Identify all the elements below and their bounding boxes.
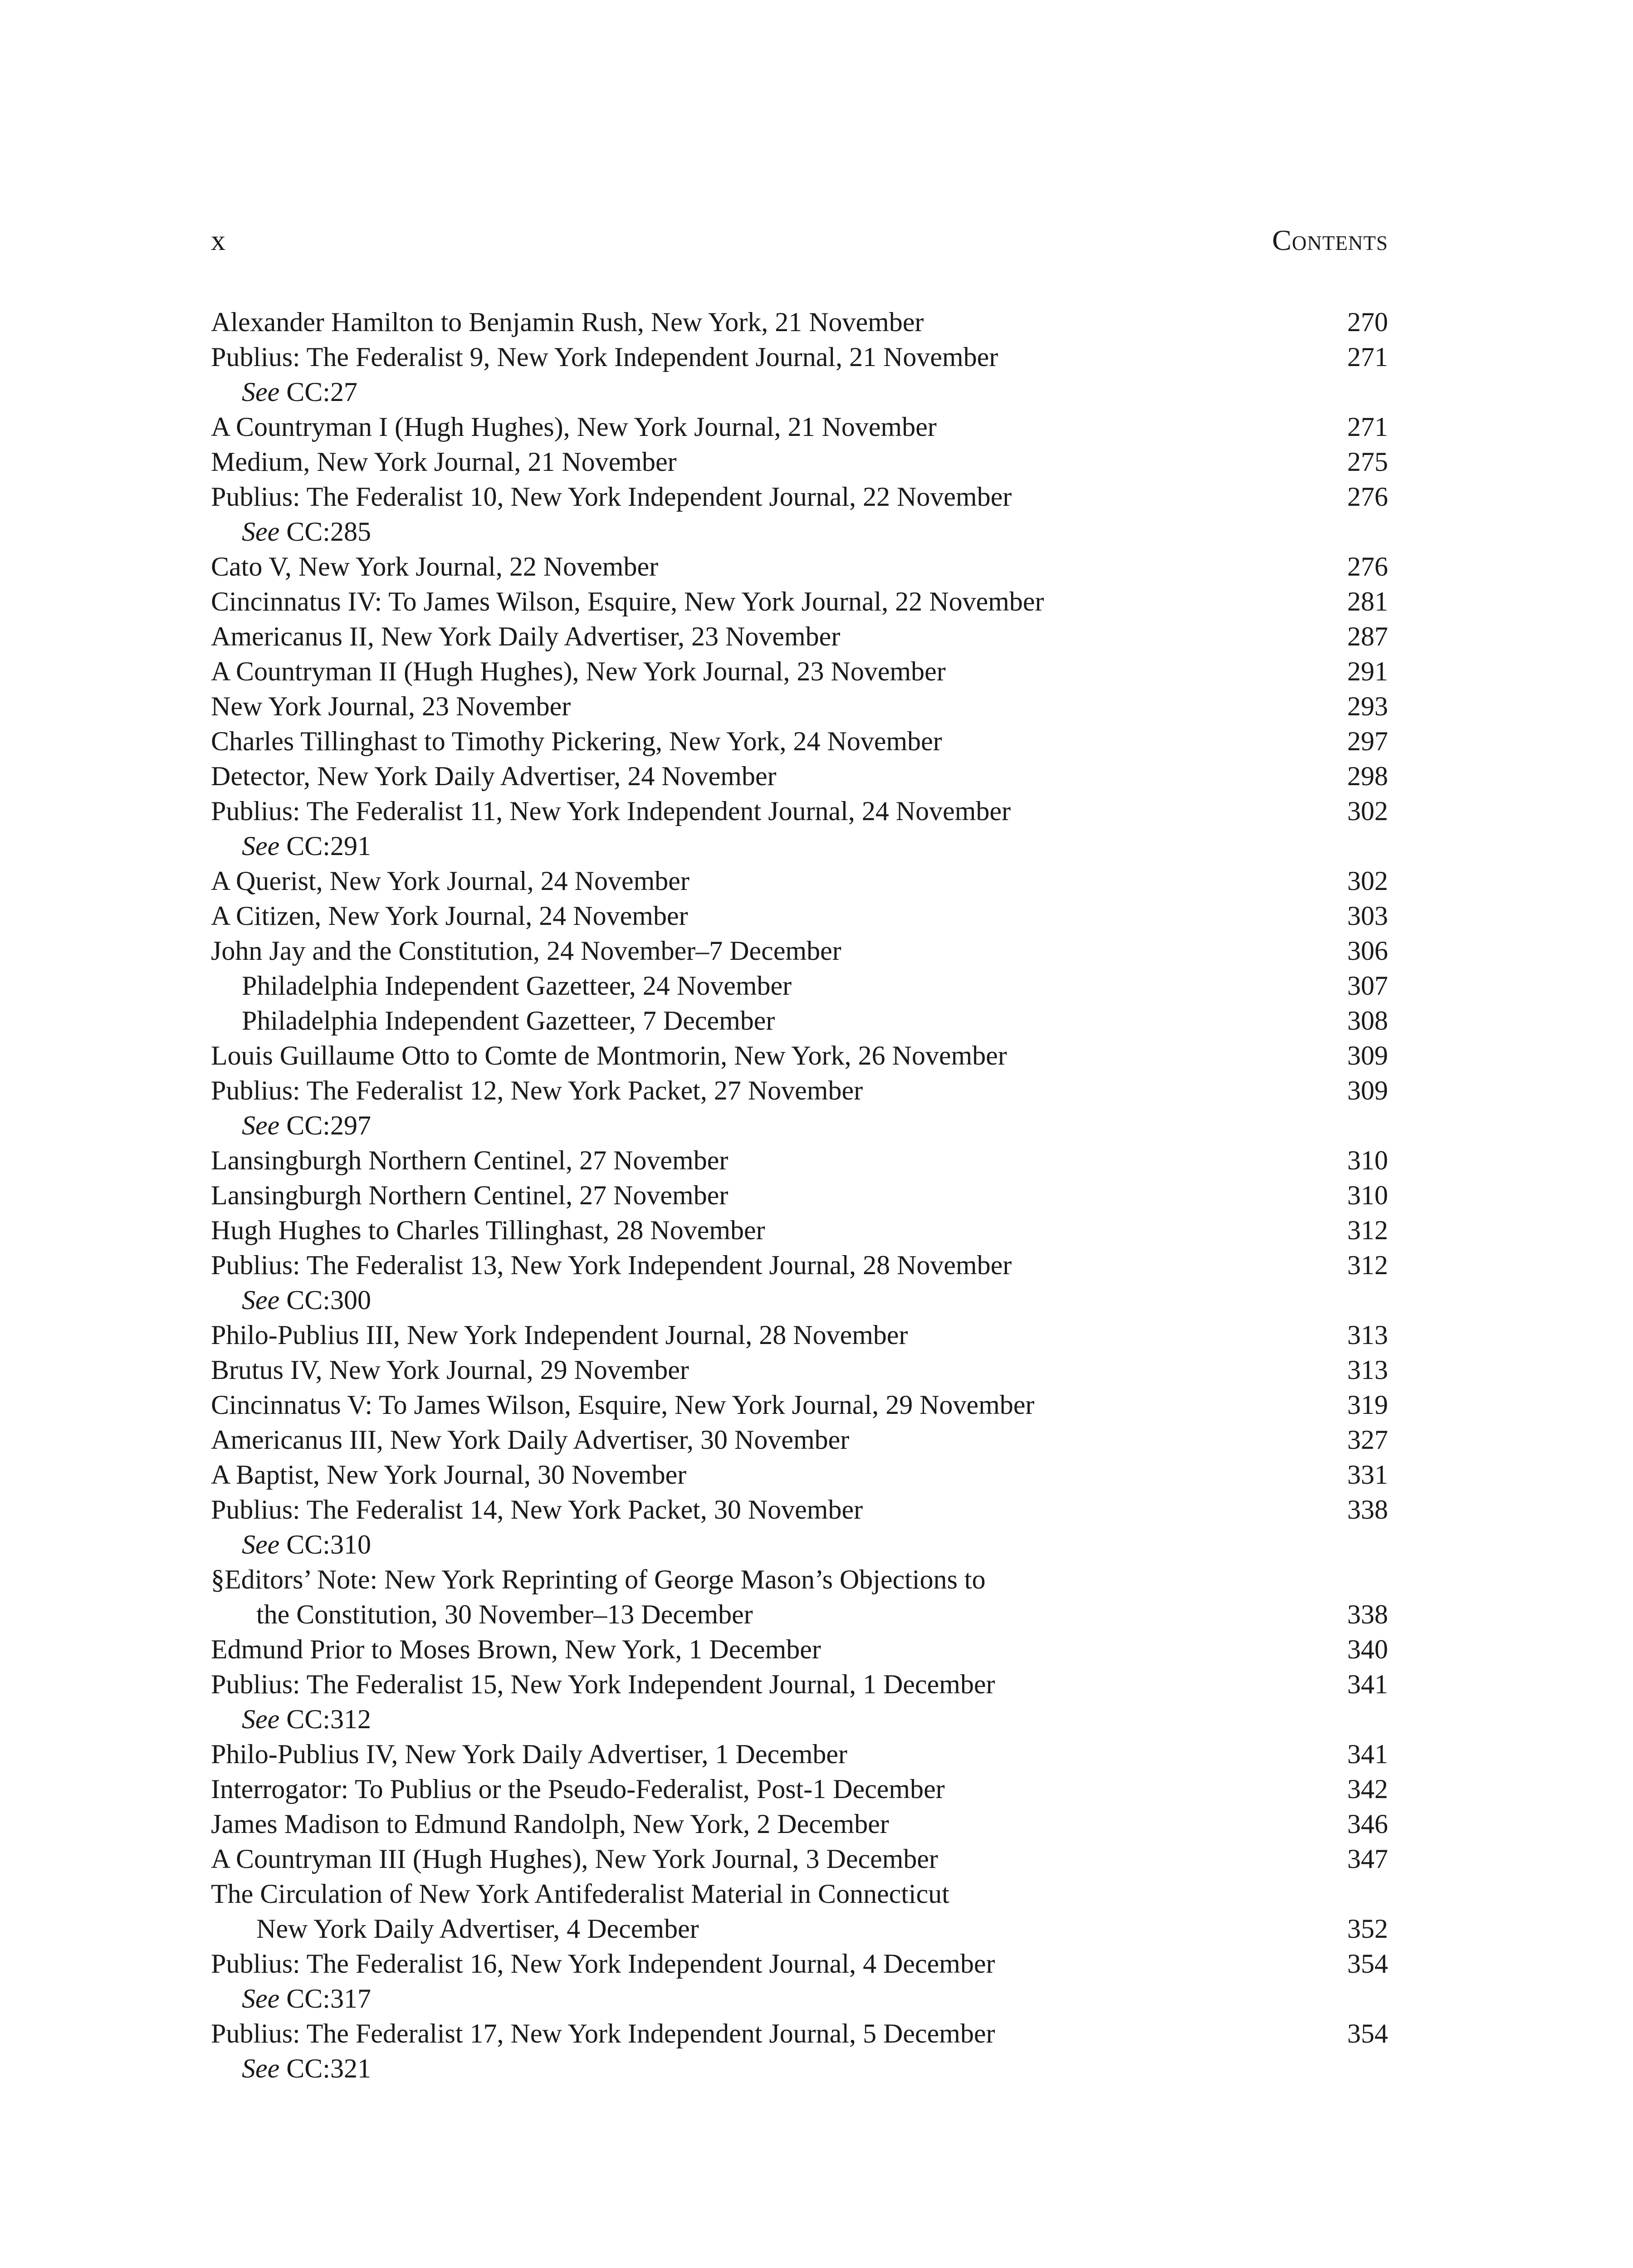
toc-entry bbox=[211, 1597, 1388, 1632]
toc-entry-page: 338 bbox=[1347, 1599, 1388, 1629]
toc-see-reference bbox=[211, 375, 1388, 410]
toc-entry-title: New York Journal, 23 November bbox=[211, 691, 571, 721]
see-label: See bbox=[242, 831, 280, 861]
toc-entry bbox=[211, 619, 1388, 654]
toc-entry-title: A Countryman I (Hugh Hughes), New York Journal, 21 November bbox=[211, 412, 937, 442]
toc-entry-title: Americanus III, New York Daily Advertiser, 30 November bbox=[211, 1425, 850, 1455]
toc-entry-title: Philo-Publius IV, New York Daily Advertiser, 1 December bbox=[211, 1739, 848, 1769]
see-label: See bbox=[242, 1285, 280, 1315]
toc-entry-page: 275 bbox=[1347, 447, 1388, 477]
toc-entry bbox=[211, 1946, 1388, 1981]
toc-entry bbox=[211, 1213, 1388, 1248]
toc-entry-title: Philadelphia Independent Gazetteer, 7 December bbox=[242, 1006, 775, 1036]
toc-entry-title: Philadelphia Independent Gazetteer, 24 November bbox=[242, 971, 792, 1001]
see-reference-text bbox=[242, 1702, 371, 1737]
toc-entry-title: Alexander Hamilton to Benjamin Rush, New York, 21 November bbox=[211, 307, 924, 337]
toc-entry-page: 293 bbox=[1347, 691, 1388, 721]
toc-entry-title: New York Daily Advertiser, 4 December bbox=[256, 1914, 699, 1944]
toc-entry bbox=[211, 1667, 1388, 1702]
toc-entry-title: John Jay and the Constitution, 24 November–7 December bbox=[211, 936, 841, 966]
toc-entry bbox=[211, 410, 1388, 445]
toc-entry-page: 297 bbox=[1347, 726, 1388, 756]
toc-entry bbox=[211, 584, 1388, 619]
see-reference-text bbox=[242, 375, 357, 410]
toc-entry-page: 309 bbox=[1347, 1075, 1388, 1105]
toc-entry-title: Hugh Hughes to Charles Tillinghast, 28 November bbox=[211, 1215, 765, 1245]
see-reference-text bbox=[242, 1527, 371, 1562]
toc-entry-page: 302 bbox=[1347, 796, 1388, 826]
toc-see-reference bbox=[211, 1702, 1388, 1737]
toc-entry-page: 306 bbox=[1347, 936, 1388, 966]
toc-entry-title: Publius: The Federalist 13, New York Independent Journal, 28 November bbox=[211, 1250, 1012, 1280]
see-label: See bbox=[242, 2053, 280, 2083]
toc-entry bbox=[211, 1003, 1388, 1038]
page-header bbox=[211, 218, 1388, 263]
toc-entry bbox=[211, 1772, 1388, 1807]
toc-entry-title: A Querist, New York Journal, 24 November bbox=[211, 866, 689, 896]
toc-entry-page: 309 bbox=[1347, 1041, 1388, 1070]
table-of-contents bbox=[211, 305, 1388, 2086]
see-reference-text bbox=[242, 829, 371, 864]
toc-entry-page: 310 bbox=[1347, 1145, 1388, 1175]
toc-entry-page: 271 bbox=[1347, 412, 1388, 442]
see-ref: CC:300 bbox=[286, 1285, 371, 1315]
toc-entry-title: Publius: The Federalist 14, New York Packet, 30 November bbox=[211, 1495, 863, 1525]
toc-entry-page: 347 bbox=[1347, 1844, 1388, 1874]
toc-entry-page: 340 bbox=[1347, 1634, 1388, 1664]
toc-entry-page: 276 bbox=[1347, 552, 1388, 582]
toc-entry bbox=[211, 759, 1388, 794]
see-reference-text bbox=[242, 2051, 371, 2086]
toc-entry-title: A Baptist, New York Journal, 30 November bbox=[211, 1460, 687, 1490]
toc-entry-title: Publius: The Federalist 16, New York Independent Journal, 4 December bbox=[211, 1949, 995, 1979]
toc-entry-page: 287 bbox=[1347, 621, 1388, 651]
toc-entry bbox=[211, 1143, 1388, 1178]
toc-entry-page: 313 bbox=[1347, 1320, 1388, 1350]
toc-entry-title: Publius: The Federalist 11, New York Independent Journal, 24 November bbox=[211, 796, 1011, 826]
toc-entry-page: 302 bbox=[1347, 866, 1388, 896]
toc-entry-page: 276 bbox=[1347, 482, 1388, 512]
toc-see-reference bbox=[211, 514, 1388, 549]
toc-see-reference bbox=[211, 1981, 1388, 2016]
see-label: See bbox=[242, 377, 280, 407]
toc-entry-title: Cincinnatus IV: To James Wilson, Esquire, New York Journal, 22 November bbox=[211, 587, 1044, 616]
toc-entry bbox=[211, 1877, 1388, 1911]
toc-entry bbox=[211, 479, 1388, 514]
toc-entry-title: Charles Tillinghast to Timothy Pickering, New York, 24 November bbox=[211, 726, 942, 756]
toc-entry bbox=[211, 1248, 1388, 1283]
toc-entry bbox=[211, 2016, 1388, 2051]
toc-entry-title: Edmund Prior to Moses Brown, New York, 1 December bbox=[211, 1634, 821, 1664]
toc-entry bbox=[211, 654, 1388, 689]
toc-entry-page: 342 bbox=[1347, 1774, 1388, 1804]
toc-entry bbox=[211, 1562, 1388, 1597]
see-label: See bbox=[242, 1984, 280, 2014]
toc-entry-page: 327 bbox=[1347, 1425, 1388, 1455]
toc-see-reference bbox=[211, 1283, 1388, 1318]
toc-entry bbox=[211, 794, 1388, 829]
toc-entry-title: Detector, New York Daily Advertiser, 24 November bbox=[211, 761, 777, 791]
toc-entry-page: 291 bbox=[1347, 656, 1388, 686]
toc-entry-title: Philo-Publius III, New York Independent Journal, 28 November bbox=[211, 1320, 908, 1350]
toc-entry-page: 303 bbox=[1347, 901, 1388, 931]
toc-entry-title: Lansingburgh Northern Centinel, 27 November bbox=[211, 1145, 728, 1175]
toc-entry bbox=[211, 724, 1388, 759]
toc-entry bbox=[211, 1422, 1388, 1457]
toc-entry-page: 331 bbox=[1347, 1460, 1388, 1490]
toc-entry-title: Cato V, New York Journal, 22 November bbox=[211, 552, 659, 582]
toc-entry-page: 308 bbox=[1347, 1006, 1388, 1036]
toc-entry-title: James Madison to Edmund Randolph, New York, 2 December bbox=[211, 1809, 889, 1839]
see-ref: CC:310 bbox=[286, 1530, 371, 1559]
toc-see-reference bbox=[211, 2051, 1388, 2086]
see-reference-text bbox=[242, 1283, 371, 1318]
toc-entry bbox=[211, 1842, 1388, 1877]
toc-entry-page: 319 bbox=[1347, 1390, 1388, 1420]
toc-entry-page: 354 bbox=[1347, 1949, 1388, 1979]
toc-entry bbox=[211, 1038, 1388, 1073]
see-label: See bbox=[242, 1530, 280, 1559]
see-reference-text bbox=[242, 1108, 371, 1143]
toc-entry-page: 270 bbox=[1347, 307, 1388, 337]
toc-entry-page: 313 bbox=[1347, 1355, 1388, 1385]
toc-entry-page: 312 bbox=[1347, 1215, 1388, 1245]
page-number-roman: x bbox=[211, 224, 225, 256]
toc-entry bbox=[211, 1457, 1388, 1492]
toc-entry-title: Lansingburgh Northern Centinel, 27 November bbox=[211, 1180, 728, 1210]
toc-entry-title: Publius: The Federalist 10, New York Independent Journal, 22 November bbox=[211, 482, 1012, 512]
toc-entry bbox=[211, 1388, 1388, 1422]
see-ref: CC:27 bbox=[286, 377, 357, 407]
see-label: See bbox=[242, 1704, 280, 1734]
toc-entry bbox=[211, 1737, 1388, 1772]
toc-entry-page: 338 bbox=[1347, 1495, 1388, 1525]
see-label: See bbox=[242, 1110, 280, 1140]
toc-entry-title: A Countryman III (Hugh Hughes), New York Journal, 3 December bbox=[211, 1844, 939, 1874]
toc-entry-page: 310 bbox=[1347, 1180, 1388, 1210]
toc-entry-title: Medium, New York Journal, 21 November bbox=[211, 447, 677, 477]
see-ref: CC:285 bbox=[286, 517, 371, 547]
toc-see-reference bbox=[211, 1527, 1388, 1562]
toc-entry-page: 341 bbox=[1347, 1669, 1388, 1699]
toc-entry-page: 298 bbox=[1347, 761, 1388, 791]
toc-entry bbox=[211, 1807, 1388, 1842]
see-ref: CC:317 bbox=[286, 1984, 371, 2014]
see-ref: CC:321 bbox=[286, 2053, 371, 2083]
toc-entry-title: The Circulation of New York Antifederalist Material in Connecticut bbox=[211, 1879, 949, 1909]
toc-entry-title: Publius: The Federalist 12, New York Packet, 27 November bbox=[211, 1075, 863, 1105]
toc-entry-title: A Countryman II (Hugh Hughes), New York Journal, 23 November bbox=[211, 656, 946, 686]
toc-entry bbox=[211, 968, 1388, 1003]
see-reference-text bbox=[242, 514, 371, 549]
toc-entry-title: Brutus IV, New York Journal, 29 November bbox=[211, 1355, 689, 1385]
toc-entry bbox=[211, 1178, 1388, 1213]
see-label: See bbox=[242, 517, 280, 547]
toc-see-reference bbox=[211, 1108, 1388, 1143]
toc-entry bbox=[211, 864, 1388, 899]
toc-entry bbox=[211, 340, 1388, 375]
toc-entry bbox=[211, 899, 1388, 934]
toc-entry-page: 341 bbox=[1347, 1739, 1388, 1769]
see-ref: CC:312 bbox=[286, 1704, 371, 1734]
toc-entry bbox=[211, 689, 1388, 724]
toc-entry bbox=[211, 1073, 1388, 1108]
toc-entry-page: 281 bbox=[1347, 587, 1388, 616]
see-reference-text bbox=[242, 1981, 371, 2016]
toc-entry-title: Cincinnatus V: To James Wilson, Esquire, New York Journal, 29 November bbox=[211, 1390, 1035, 1420]
toc-entry bbox=[211, 1492, 1388, 1527]
toc-see-reference bbox=[211, 829, 1388, 864]
see-ref: CC:291 bbox=[286, 831, 371, 861]
toc-entry-title: Interrogator: To Publius or the Pseudo-Federalist, Post-1 December bbox=[211, 1774, 945, 1804]
toc-entry-page: 307 bbox=[1347, 971, 1388, 1001]
see-ref: CC:297 bbox=[286, 1110, 371, 1140]
toc-entry bbox=[211, 934, 1388, 968]
toc-entry bbox=[211, 1911, 1388, 1946]
toc-entry bbox=[211, 445, 1388, 479]
toc-entry-page: 312 bbox=[1347, 1250, 1388, 1280]
toc-entry bbox=[211, 1632, 1388, 1667]
toc-entry-title: Publius: The Federalist 9, New York Independent Journal, 21 November bbox=[211, 342, 998, 372]
toc-entry-page: 346 bbox=[1347, 1809, 1388, 1839]
toc-entry-title: Louis Guillaume Otto to Comte de Montmorin, New York, 26 November bbox=[211, 1041, 1007, 1070]
toc-entry bbox=[211, 1318, 1388, 1353]
toc-entry-title: Americanus II, New York Daily Advertiser, 23 November bbox=[211, 621, 841, 651]
toc-entry-title: the Constitution, 30 November–13 December bbox=[256, 1599, 753, 1629]
toc-entry-page: 352 bbox=[1347, 1914, 1388, 1944]
running-head: Contents bbox=[1272, 224, 1388, 256]
toc-entry-page: 271 bbox=[1347, 342, 1388, 372]
toc-entry bbox=[211, 549, 1388, 584]
toc-entry bbox=[211, 1353, 1388, 1388]
toc-entry-title: Publius: The Federalist 15, New York Independent Journal, 1 December bbox=[211, 1669, 995, 1699]
toc-entry-title: §Editors’ Note: New York Reprinting of George Mason’s Objections to bbox=[211, 1564, 986, 1594]
toc-entry-title: A Citizen, New York Journal, 24 November bbox=[211, 901, 688, 931]
toc-entry-page: 354 bbox=[1347, 2019, 1388, 2048]
toc-entry-title: Publius: The Federalist 17, New York Independent Journal, 5 December bbox=[211, 2019, 995, 2048]
toc-entry bbox=[211, 305, 1388, 340]
